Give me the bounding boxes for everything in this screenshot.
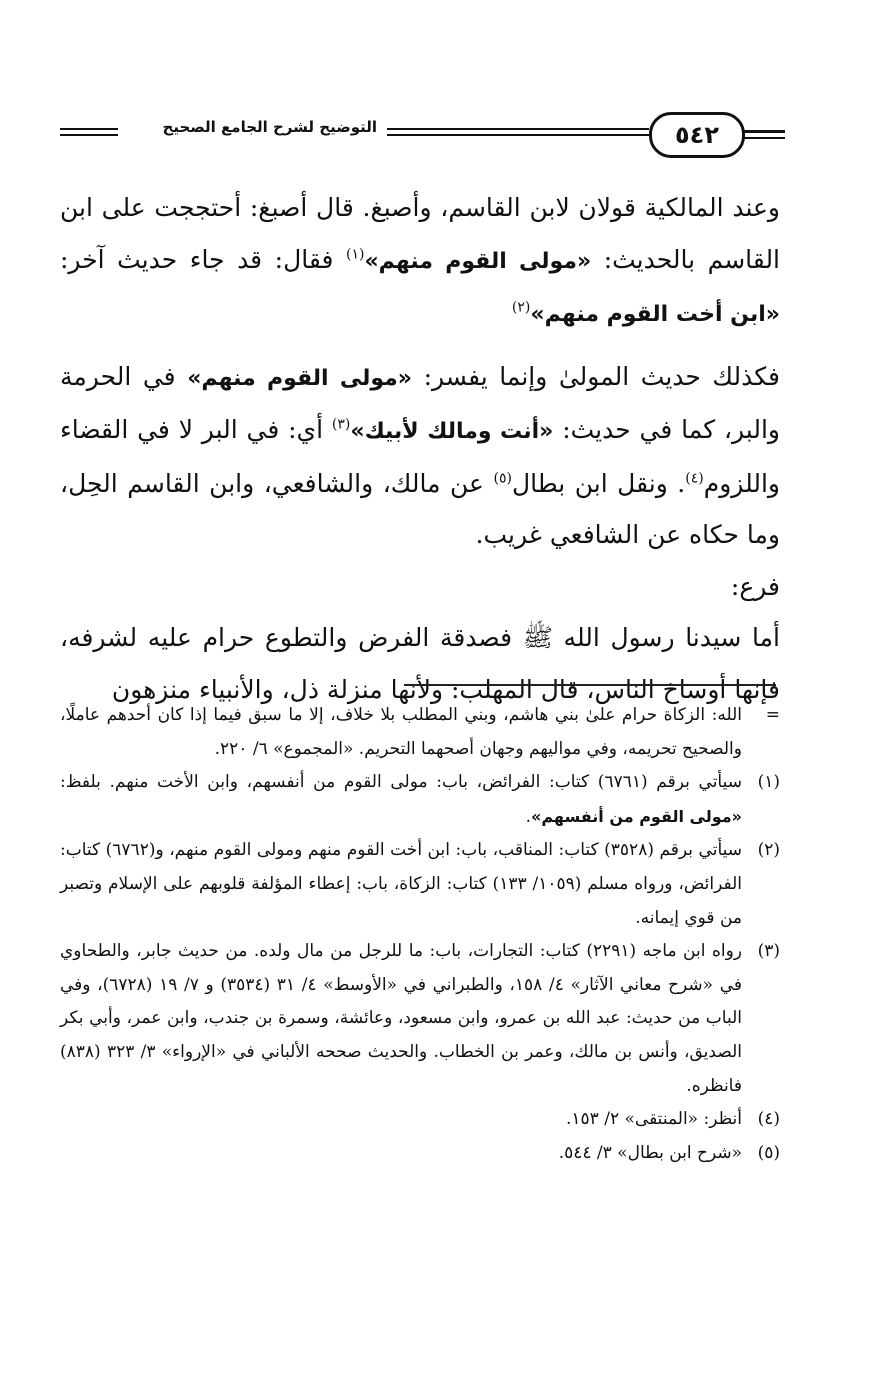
footnote-text: «شرح ابن بطال» ٣/ ٥٤٤. — [558, 1142, 742, 1163]
footnote-marker: = — [765, 705, 780, 725]
footnote-marker: (٥) — [757, 1142, 780, 1163]
footnote — [60, 699, 780, 766]
footnote-text: أنظر: «المنتقى» ٢/ ١٥٣. — [566, 1109, 742, 1130]
footnote-marker: (٢) — [757, 840, 780, 861]
footnote-ref: (٢) — [511, 299, 531, 316]
paragraph: أما سيدنا رسول الله ﷺ فصدقة الفرض والتطوع حرام عليه لشرفه، فإنها أوساخ الناس، قال المهلب: ولأنها منزلة ذل، والأنبياء منزهون — [60, 623, 780, 704]
paragraph — [60, 351, 780, 561]
main-text — [60, 182, 780, 715]
text-run: أي: في البر لا في القضاء واللزوم — [60, 415, 780, 498]
header-ornament — [741, 130, 785, 139]
footnote-ref: (٣) — [331, 416, 351, 433]
footnote-separator — [404, 684, 776, 686]
footnote-text: سيأتي برقم (٣٥٢٨) كتاب: المناقب، باب: ابن أخت القوم منهم ومولى القوم منهم، و(٦٧٦٢) كتاب: الفرائض، ورواه مسلم (١٠٥٩/ ١٣٣) كتاب: الزكاة، باب: إعطاء المؤلفة قلوبهم على الإسلام وتصبر من قوي إيمانه. — [60, 840, 743, 928]
footnote — [60, 834, 780, 935]
section-heading: فرع: — [730, 571, 780, 601]
text-run: وعند المالكية قولان لابن القاسم، وأصبغ. قال أصبغ: أحتججت على ابن القاسم بالحديث: — [60, 193, 781, 274]
footnote-marker: (٤) — [757, 1109, 780, 1130]
footnote — [60, 935, 780, 1103]
text-run: عن مالك، والشافعي، وابن القاسم الحِل، وما حكاه عن الشافعي غريب. — [60, 468, 780, 549]
footnote-ref: (٤) — [685, 470, 704, 487]
hadith-quote: «مولى القوم منهم» — [187, 365, 413, 391]
text-run: سيأتي برقم (٦٧٦١) كتاب: الفرائض، باب: مولى القوم من أنفسهم، وابن الأخت منهم. بلفظ: — [60, 772, 742, 793]
footnote-text: رواه ابن ماجه (٢٢٩١) كتاب: التجارات، باب: ما للرجل من مال ولده. من حديث جابر، والطحاوي في «شرح معاني الآثار» ٤/ ١٥٨، والطبراني في «الأوسط» ٤/ ٣١ (٣٥٣٤) و ٧/ ١٩ (٦٧٢٨)، وفي الباب من حديث: عبد الله بن عمرو، وابن مسعود، وعائشة، وسمرة بن جندب، وابن عمر، وأبي بكر الصديق، وأنس بن مالك، وعمر بن الخطاب. والحديث صححه الألباني في «الإرواء» ٣/ ٣٢٣ (٨٣٨) فانظره. — [60, 941, 743, 1096]
footnote-ref: (٥) — [493, 470, 512, 487]
text-run: في الحرمة والبر، كما في حديث: — [60, 361, 780, 444]
footnote-text: الله: الزكاة حرام علىٰ بني هاشم، وبني المطلب بلا خلاف، إلا ما سبق فيما إذا كان أحدهم عاملًا، والصحيح تحريمه، وفي مواليهم وجهان أصحهما التحريم. «المجموع» ٦/ ٢٢٠. — [60, 705, 742, 759]
hadith-quote: «ابن أخت القوم منهم» — [530, 302, 780, 327]
header-rule — [387, 128, 649, 136]
footnote-text — [60, 766, 742, 834]
page-header — [60, 112, 785, 158]
header-rule — [60, 128, 118, 136]
hadith-quote: «أنت ومالك لأبيك» — [350, 419, 554, 444]
text-run: . — [525, 806, 532, 827]
hadith-quote: «مولى القوم من أنفسهم» — [531, 806, 742, 826]
paragraph — [60, 182, 780, 341]
footnote-marker: (٣) — [757, 941, 780, 962]
text-run: فكذلك حديث المولىٰ وإنما يفسر: — [412, 361, 780, 391]
footnote — [60, 766, 780, 834]
footnotes — [60, 699, 780, 1170]
footnote — [60, 1137, 780, 1171]
footnote — [60, 1103, 780, 1137]
hadith-quote: «مولى القوم منهم» — [364, 248, 592, 274]
text-run: فقال: قد جاء حديث آخر: — [60, 244, 346, 274]
text-run: . ونقل ابن بطال — [511, 468, 686, 498]
footnote-marker: (١) — [757, 772, 780, 793]
running-title: التوضيح لشرح الجامع الصحيح — [162, 118, 377, 136]
footnote-ref: (١) — [345, 246, 365, 263]
page-number: ٥٤٢ — [649, 112, 745, 158]
